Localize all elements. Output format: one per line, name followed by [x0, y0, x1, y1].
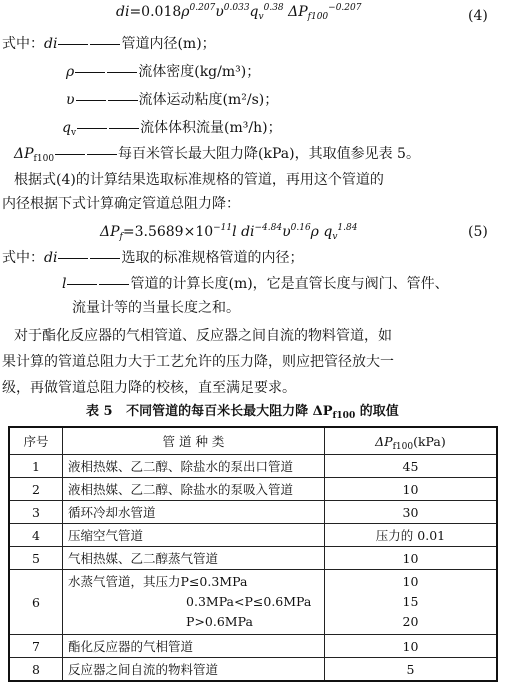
row-number: 3 [9, 501, 63, 524]
def-nu: υ 流体运动粘度(m²/s)； [66, 92, 279, 108]
steam-range-3: P>0.6MPa [186, 614, 253, 629]
table-title: 表 5 不同管道的每百米长最大阻力降 $\Delta P_{f100}$ 的取值 [86, 404, 399, 421]
row-number: 5 [9, 547, 63, 570]
formula-5: $\Delta P_f=3.5689\times 10^{-11}l$ $di^{-4.84}\upsilon^{0.16}\rho$ $q_v^{1.84}$ [100, 223, 358, 242]
table-row [9, 547, 497, 570]
paragraph-1-line-2: 内径根据下式计算确定管道总阻力降： [2, 196, 240, 212]
row-value: 压力的 0.01 [324, 524, 497, 547]
table-row [9, 658, 497, 682]
def-dp: $\Delta P_{f100}$ 每百米管长最大阻力降(kPa)，其取值参见表 5。 [14, 146, 420, 164]
row-type: 压缩空气管道 [63, 524, 325, 547]
def-l: l 管道的计算长度(m)，它是直管长度与阀门、管件、 [62, 276, 449, 292]
row-value [324, 570, 497, 635]
table-header-row [9, 427, 497, 455]
resistance-table [8, 426, 498, 682]
steam-value-1: 10 [402, 574, 419, 589]
row-number: 1 [9, 455, 63, 478]
def-l-continued: 流量计等的当量长度之和。 [72, 300, 240, 316]
table-row [9, 478, 497, 501]
steam-value-3: 20 [402, 614, 419, 629]
header-number: 序号 [9, 427, 63, 455]
header-dp: $\Delta P_{f100}(kPa)$ [324, 427, 497, 455]
row-number: 2 [9, 478, 63, 501]
row-value: 10 [324, 635, 497, 658]
paragraph-2-line-2: 果计算的管道总阻力大于工艺允许的压力降，则应把管径放大一 [2, 354, 394, 370]
formula-4-number: (4) [468, 8, 488, 24]
row-type: 液相热媒、乙二醇、除盐水的泵出口管道 [63, 455, 325, 478]
row-value: 5 [324, 658, 497, 682]
paragraph-2-line-1: 对于酯化反应器的气相管道、反应器之间自流的物料管道，如 [14, 328, 392, 344]
row-number: 4 [9, 524, 63, 547]
paragraph-2-line-3: 级，再做管道总阻力降的校核，直至满足要求。 [2, 380, 296, 396]
steam-value-2: 15 [402, 594, 419, 609]
table-row [9, 524, 497, 547]
row-value: 30 [324, 501, 497, 524]
table-row-steam [9, 570, 497, 635]
formula-4: $di=0.018\rho^{0.207}\upsilon^{0.033}q_v^{0.38}$ $\Delta P_{f100}^{-0.207}$ [116, 3, 362, 22]
header-pipe-type: 管 道 种 类 [63, 427, 325, 455]
where-line-di: 式中：di 管道内径(m)； [2, 36, 216, 52]
table-row [9, 635, 497, 658]
row-type: 循环冷却水管道 [63, 501, 325, 524]
row-number: 8 [9, 658, 63, 682]
formula-5-number: (5) [468, 224, 488, 240]
table-row [9, 501, 497, 524]
row-value: 45 [324, 455, 497, 478]
steam-range-2: 0.3MPa<P≤0.6MPa [186, 594, 312, 609]
row-type: 气相热媒、乙二醇蒸气管道 [63, 547, 325, 570]
table-row [9, 455, 497, 478]
row-type [63, 570, 325, 635]
def-q: $q_v$ 流体体积流量(m³/h)； [62, 120, 282, 138]
row-type: 酯化反应器的气相管道 [63, 635, 325, 658]
row-type: 液相热媒、乙二醇、除盐水的泵吸入管道 [63, 478, 325, 501]
row-type: 反应器之间自流的物料管道 [63, 658, 325, 682]
steam-range-1: 水蒸气管道，其压力P≤0.3MPa [68, 574, 248, 589]
def-rho: ρ 流体密度(kg/m³)； [66, 64, 261, 80]
row-value: 10 [324, 478, 497, 501]
row-value: 10 [324, 547, 497, 570]
row-number: 7 [9, 635, 63, 658]
where-line-di-2: 式中：di 选取的标准规格管道的内径； [2, 250, 304, 266]
row-number: 6 [9, 570, 63, 635]
paragraph-1-line-1: 根据式(4)的计算结果选取标准规格的管道，再用这个管道的 [14, 172, 384, 188]
